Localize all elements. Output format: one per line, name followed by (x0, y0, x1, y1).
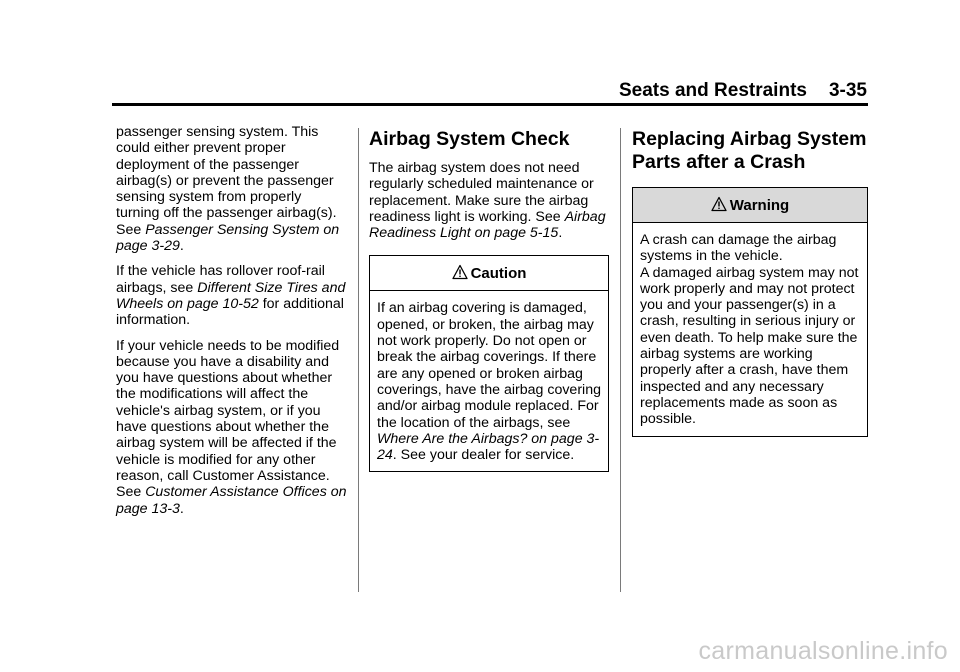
paragraph (116, 124, 348, 254)
paragraph-text: . (179, 238, 184, 255)
caution-header (370, 256, 608, 291)
paragraph (116, 263, 348, 328)
paragraph (369, 160, 609, 241)
cross-reference-link[interactable]: Airbag Readiness Light on page 5-15 (369, 208, 606, 242)
header-rule (112, 103, 868, 106)
caution-title: Caution (470, 265, 527, 283)
paragraph-text: The airbag system does not need regularly scheduled maintenance or replacement. Make sure the airbag readiness light is working. See (369, 160, 594, 225)
paragraph-text: . (558, 225, 563, 242)
cross-reference-link[interactable]: Customer Assistance Offices on page 13-3 (116, 484, 347, 517)
paragraph-text: for additional information. (116, 295, 344, 329)
paragraph-text: If the vehicle has rollover roof-rail airbags, see (116, 263, 325, 296)
cross-reference-link[interactable]: Different Size Tires and Wheels on page 10-52 (116, 279, 346, 312)
column-3 (632, 124, 870, 437)
cross-reference-link[interactable]: Where Are the Airbags? on page 3-24 (377, 430, 600, 464)
warning-triangle-icon (452, 264, 468, 280)
paragraph (116, 338, 348, 517)
caution-box (369, 255, 609, 472)
warning-text: A crash can damage the airbag systems in the vehicle. (640, 232, 837, 265)
watermark: carmanualsonline.info (698, 637, 948, 665)
column-divider-2 (620, 128, 621, 592)
caution-body (370, 291, 608, 471)
column-2 (369, 124, 609, 472)
warning-triangle-icon (711, 196, 727, 212)
warning-header (633, 188, 867, 223)
caution-text: If an airbag covering is damaged, opened, or broken, the airbag may not work properly. Do not open or break the airbag coverings. If there are any opened or broken airbag coverings, have the airbag covering and/or airbag module replaced. For the location of the airbags, see (377, 300, 601, 431)
warning-box (632, 187, 868, 437)
page-header (112, 79, 867, 103)
paragraph-text: passenger sensing system. This could either prevent proper deployment of the passenger airbag(s) or prevent the passenger sensing system from properly turning off the passenger airbag(s). See (116, 124, 337, 238)
column-1 (116, 124, 348, 526)
page-number: 3-35 (828, 80, 867, 101)
paragraph-text: If your vehicle needs to be modified because you have a disability and you have questions about whether the modifications will affect the vehicle's airbag system, or if you have questions about whether the airbag system will be affected if the vehicle is modified for any other reason, call Customer Assistance. See (116, 337, 340, 501)
warning-body (633, 223, 867, 436)
paragraph-text: . (179, 500, 184, 517)
cross-reference-link[interactable]: Passenger Sensing System on page 3-29 (116, 221, 340, 255)
warning-text: A damaged airbag system may not work properly and may not protect you and your passenger(s) in a crash, resulting in serious injury or even death. To help make sure the airbag systems are working properly after a crash, have them inspected and any necessary replacements made as soon as possible. (640, 264, 859, 428)
section-heading: Airbag System Check (369, 128, 570, 150)
section-title: Seats and Restraints (619, 80, 807, 101)
caution-text: . See your dealer for service. (392, 447, 575, 464)
warning-title: Warning (729, 197, 790, 214)
column-divider-1 (358, 128, 359, 592)
section-heading: Replacing Airbag System Parts after a Crash (632, 128, 867, 173)
